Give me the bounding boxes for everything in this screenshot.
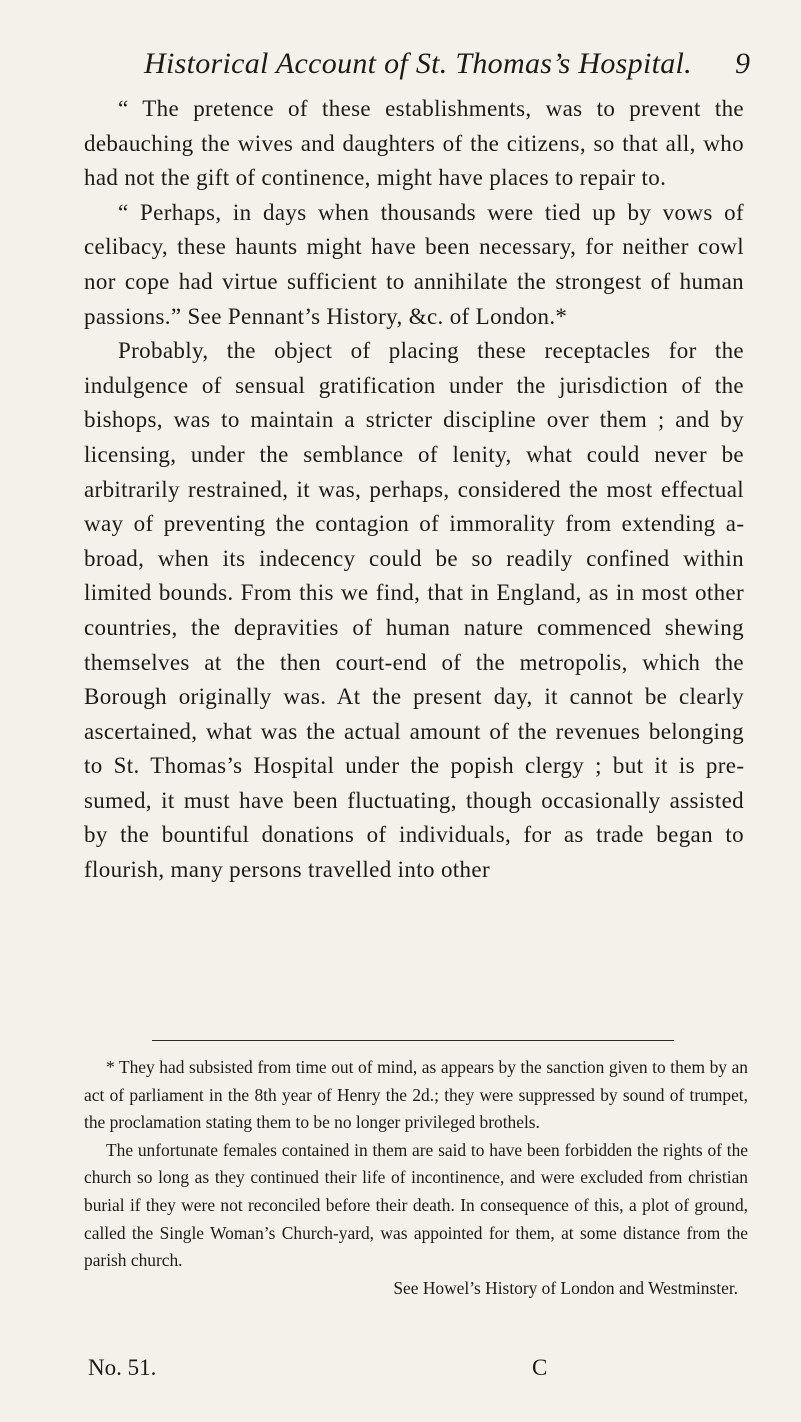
footnote-paragraph-2: The unfortunate females contained in them are said to have been forbidden the rights of the church so long as they continued their life of incontinence, and were excluded from christian burial if they were not reconciled before their death. In consequence of this, a plot of ground, called the Single Woman’s Church-yard, was appointed for them, at some distance from the parish church. <box>84 1139 748 1271</box>
footnote <box>84 1054 748 1302</box>
footnote-paragraph-1: * They had subsisted from time out of mind, as appears by the sanction given to them by an act of parliament in the 8th year of Henry the 2d.; they were suppressed by sound of trumpet, the proclamation stating them to be no longer privileged brothels. <box>84 1057 748 1133</box>
paragraph-quote-pretence: “ The pretence of these establishments, was to prevent the debauching the wives and daughters of the citizens, so that all, who had not the gift of continence, might have places to repair to. <box>84 96 744 191</box>
signature-mark: C <box>532 1355 548 1380</box>
footnote-divider <box>152 1040 674 1041</box>
footnote-citation: See Howel’s History of London and Westminster. <box>393 1277 738 1298</box>
paragraph-quote-perhaps: “ Perhaps, in days when thousands were tied up by vows of celibacy, these haunts might have been necessary, for neither cowl nor cope had virtue sufficient to annihilate the strongest of human passions.” See Pennant’s History, &c. of London.* <box>84 199 744 329</box>
page-number: 9 <box>735 47 750 80</box>
main-text <box>84 92 744 888</box>
running-header <box>118 44 750 84</box>
issue-number: No. 51. <box>88 1355 157 1380</box>
paragraph-probably: Probably, the object of placing these receptacles for the indulgence of sensual gratification under the jurisdiction of the bishops, was to maintain a stricter discipline over them ; and by licensing, under the semblance of lenity, what could never be arbitrarily restrained, it was, perhaps, considered the most effectual way of preventing the contagion of immorality from extending abroad, when its indecency could be so readily confined within limited bounds. From this we find, that in England, as in most other countries, the depravities of human nature commenced shewing themselves at the then court-end of the metropolis, which the Borough originally was. At the present day, it cannot be clearly ascertained, what was the actual amount of the revenues belonging to St. Thomas’s Hospital under the popish clergy ; but it is presumed, it must have been fluctuating, though occasionally assisted by the bountiful donations of individuals, for as trade began to flourish, many persons travelled into other <box>84 338 744 883</box>
page-footer <box>88 1350 668 1386</box>
running-title: Historical Account of St. Thomas’s Hospital. <box>144 47 692 80</box>
